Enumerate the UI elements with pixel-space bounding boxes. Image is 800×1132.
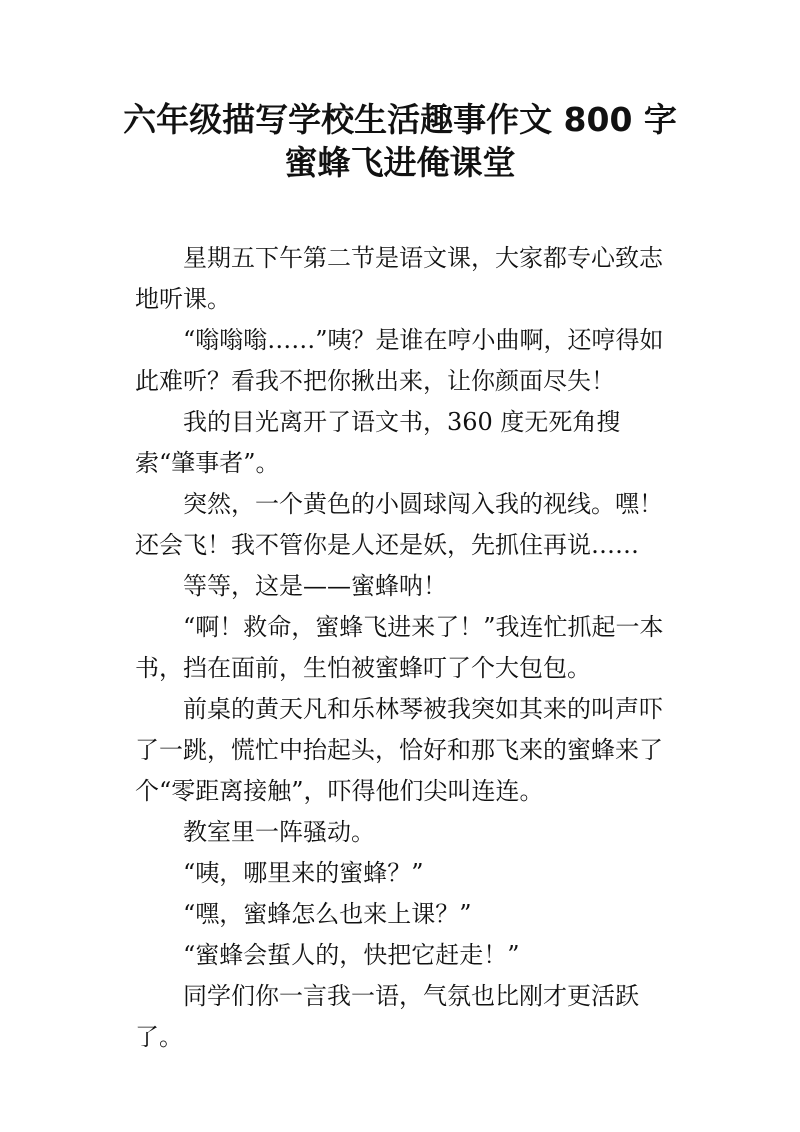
- paragraph-4: 突然，一个黄色的小圆球闯入我的视线。嘿！还会飞！我不管你是人还是妖，先抓住再说……: [135, 490, 663, 559]
- paragraph-11: “蜜蜂会蜇人的，快把它赶走！”: [183, 941, 520, 969]
- paragraph-7: 前桌的黄天凡和乐林琴被我突如其来的叫声吓了一跳，慌忙中抬起头，恰好和那飞来的蜜蜂来了个“零距离接触”，吓得他们尖叫连连。: [135, 695, 663, 805]
- paragraph-5: 等等，这是——蜜蜂呐！: [183, 572, 447, 600]
- paragraph-8: 教室里一阵骚动。: [183, 818, 375, 846]
- paragraph-1: 星期五下午第二节是语文课，大家都专心致志地听课。: [135, 244, 663, 313]
- document-title: 六年级描写学校生活趣事作文 800 字: [123, 100, 677, 139]
- paragraph-12: 同学们你一言我一语，气氛也比刚才更活跃了。: [135, 982, 639, 1051]
- paragraph-10: “嘿，蜜蜂怎么也来上课？”: [183, 900, 472, 928]
- paragraph-3: 我的目光离开了语文书，360 度无死角搜索“肇事者”。: [135, 408, 621, 477]
- paragraph-6: “啊！救命，蜜蜂飞进来了！”我连忙抓起一本书，挡在面前，生怕被蜜蜂叮了个大包包。: [135, 613, 664, 682]
- document-subtitle: 蜜蜂飞进俺课堂: [284, 143, 516, 182]
- paragraph-2: “嗡嗡嗡……”咦？是谁在哼小曲啊，还哼得如此难听？看我不把你揪出来，让你颜面尽失！: [135, 326, 664, 395]
- article-body: [135, 238, 675, 1058]
- paragraph-9: “咦，哪里来的蜜蜂？”: [183, 859, 424, 887]
